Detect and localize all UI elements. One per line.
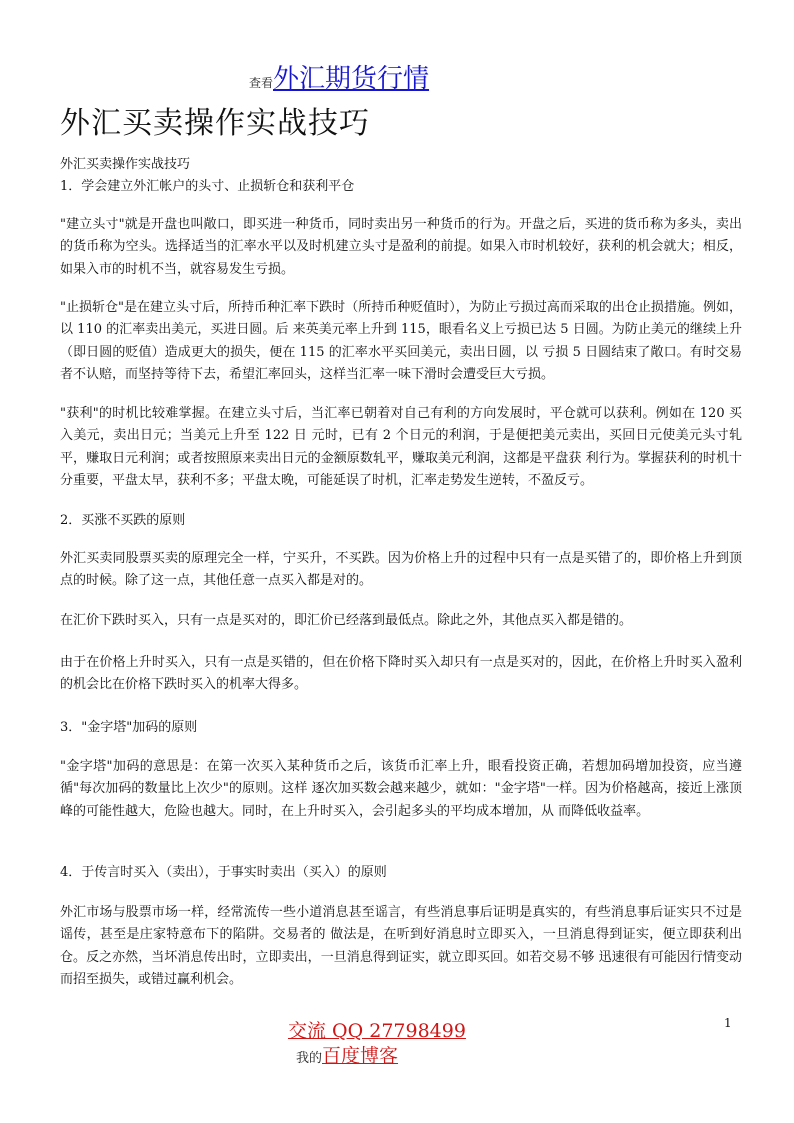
paragraph-buy-falling: 在汇价下跌时买入，只有一点是买对的，即汇价已经落到最低点。除此之外，其他点买入都是错的。 [60, 613, 633, 628]
paragraph-pyramid: "金字塔"加码的意思是：在第一次买入某种货币之后，该货币汇率上升，眼看投资正确，若想加码增加投资，应当遵循"每次加码的数量比上次少"的原则。这样 逐次加买数会越来越少，就如："金字塔"一样。因为价格越高，接近上涨顶峰的可能性越大，危险也越大。同时，在上升时买入，会引起多头的平均成本增加，从 而降低收益率。 [60, 759, 742, 819]
paragraph-comparison: 由于在价格上升时买入，只有一点是买错的，但在价格下降时买入却只有一点是买对的，因此，在价格上升时买入盈利的机会比在价格下跌时买入的机率大得多。 [60, 655, 742, 693]
paragraph-open-position: "建立头寸"就是开盘也叫敞口，即买进一种货币，同时卖出另一种货币的行为。开盘之后，买进的货币称为多头，卖出的货币称为空头。选择适当的汇率水平以及时机建立头寸是盈利的前提。如果入市时机较好，获利的机会就大；相反，如果入市的时机不当，就容易发生亏损。 [60, 217, 742, 277]
section-heading-2: 2．买涨不买跌的原则 [60, 513, 186, 528]
footer-blog-line [296, 1041, 398, 1068]
paragraph-buy-rising: 外汇买卖同股票买卖的原理完全一样，宁买升，不买跌。因为价格上升的过程中只有一点是买错了的，即价格上升到顶点的时候。除了这一点，其他任意一点买入都是对的。 [60, 551, 742, 589]
header-line [249, 58, 429, 95]
footer-qq-contact[interactable]: 交流 QQ 27798499 [288, 1020, 466, 1042]
section-heading-4: 4．于传言时买入（卖出），于事实时卖出（买入）的原则 [60, 865, 387, 880]
section-heading-1: 1．学会建立外汇帐户的头寸、止损斩仓和获利平仓 [60, 179, 355, 194]
baidu-blog-link[interactable]: 百度博客 [322, 1045, 399, 1067]
section-heading-3: 3．"金字塔"加码的原则 [60, 720, 198, 735]
paragraph-stop-loss: "止损斩仓"是在建立头寸后，所持币种汇率下跌时（所持币种贬值时），为防止亏损过高而采取的出仓止损措施。例如，以 110 的汇率卖出美元，买进日圆。后 来英美元率上升到 115，眼看名义上亏损已达 5 日圆。为防止美元的继续上升（即日圆的贬值）造成更大的损失，便在 115 的汇率水平买回美元，卖出日圆，以 亏损 5 日圆结束了敞口。有时交易者不认赔，而坚持等待下去，希望汇率回头，这样当汇率一味下滑时会遭受巨大亏损。 [60, 300, 742, 382]
paragraph-take-profit: "获利"的时机比较难掌握。在建立头寸后，当汇率已朝着对自己有利的方向发展时，平仓就可以获利。例如在 120 买入美元，卖出日元；当美元上升至 122 日 元时，已有 2 个日元的利润，于是便把美元卖出，买回日元使美元头寸轧平，赚取日元利润；或者按照原来卖出日元的金额原数轧平，赚取美元利润，这都是平盘获 利行为。掌握获利的时机十分重要，平盘太早，获利不多；平盘太晚，可能延误了时机，汇率走势发生逆转，不盈反亏。 [60, 406, 742, 488]
forex-futures-quote-link[interactable]: 外汇期货行情 [273, 64, 430, 94]
document-title: 外汇买卖操作实战技巧 [60, 106, 370, 141]
page-number: 1 [724, 1016, 732, 1030]
paragraph-rumors: 外汇市场与股票市场一样，经常流传一些小道消息甚至谣言，有些消息事后证明是真实的，有些消息事后证实只不过是谣传，甚至是庄家特意布下的陷阱。交易者的 做法是，在听到好消息时立即买入，一旦消息得到证实，便立即获利出仓。反之亦然，当坏消息传出时，立即卖出，一旦消息得到证实，就立即买回。如若交易不够 迅速很有可能因行情变动而招至损失，或错过赢利机会。 [60, 905, 742, 987]
footer-blog-prefix: 我的 [296, 1051, 323, 1066]
subtitle-text: 外汇买卖操作实战技巧 [60, 157, 191, 172]
header-prefix: 查看 [249, 76, 274, 90]
